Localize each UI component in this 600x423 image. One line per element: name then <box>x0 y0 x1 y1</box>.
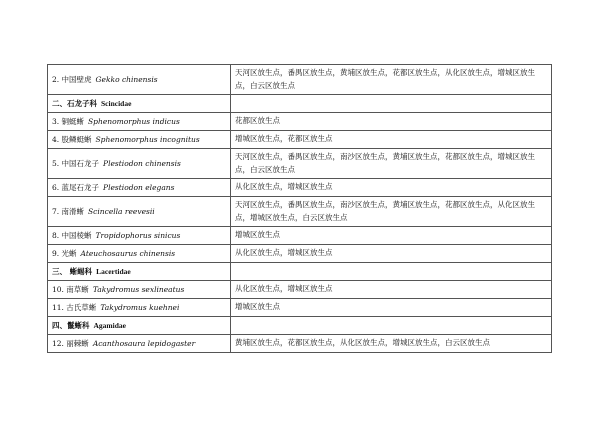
species-row <box>48 281 552 299</box>
family-name-cn: 二、石龙子科 <box>52 99 97 108</box>
species-name-cell <box>48 149 231 179</box>
species-name-cell <box>48 245 231 263</box>
species-name-cn: 10. 南草蜥 <box>52 285 89 294</box>
species-name-cn: 6. 蓝尾石龙子 <box>52 183 100 192</box>
species-row <box>48 299 552 317</box>
species-row <box>48 197 552 227</box>
species-name-cell <box>48 299 231 317</box>
species-row <box>48 179 552 197</box>
species-row <box>48 113 552 131</box>
release-sites-cell: 增城区放生点 <box>231 299 552 317</box>
species-name-cn: 7. 南滑蜥 <box>52 207 85 216</box>
release-sites-cell: 增城区放生点 <box>231 227 552 245</box>
species-row <box>48 149 552 179</box>
release-sites-cell <box>231 263 552 281</box>
family-name-latin: Scincidae <box>101 99 132 108</box>
family-name-latin: Lacertidae <box>96 267 131 276</box>
release-sites-cell: 天河区放生点，番禺区放生点，黄埔区放生点，花都区放生点，从化区放生点，增城区放生点，白云区放生点 <box>231 65 552 95</box>
species-name-cn: 5. 中国石龙子 <box>52 159 100 168</box>
species-name-latin: Scincella reevesii <box>88 207 155 216</box>
family-name-cn: 四、鬣蜥科 <box>52 321 90 330</box>
species-name-latin: Tropidophorus sinicus <box>95 231 181 240</box>
species-name-cell <box>48 113 231 131</box>
family-row <box>48 263 552 281</box>
species-name-latin: Plestiodon chinensis <box>103 159 181 168</box>
species-name-cell <box>48 335 231 353</box>
species-name-cell <box>48 131 231 149</box>
species-name-cn: 9. 光蜥 <box>52 249 77 258</box>
species-name-cell <box>48 227 231 245</box>
species-name-cn: 12. 丽棘蜥 <box>52 339 89 348</box>
species-name-latin: Takydromus sexlineatus <box>92 285 185 294</box>
release-sites-cell: 从化区放生点，增城区放生点 <box>231 179 552 197</box>
species-name-latin: Gekko chinensis <box>95 75 158 84</box>
species-name-cell <box>48 263 231 281</box>
family-name-latin: Agamidae <box>93 321 126 330</box>
species-name-cn: 8. 中国棱蜥 <box>52 231 92 240</box>
release-sites-cell: 天河区放生点，番禺区放生点，南沙区放生点，黄埔区放生点，花都区放生点，增城区放生点，白云区放生点 <box>231 149 552 179</box>
species-name-latin: Acanthosaura lepidogaster <box>92 339 196 348</box>
species-name-cn: 2. 中国壁虎 <box>52 75 92 84</box>
release-sites-cell: 从化区放生点，增城区放生点 <box>231 245 552 263</box>
species-name-cell <box>48 281 231 299</box>
species-row <box>48 65 552 95</box>
species-row <box>48 131 552 149</box>
species-name-cn: 4. 股鳞蜓蜥 <box>52 135 92 144</box>
release-sites-cell: 从化区放生点，增城区放生点 <box>231 281 552 299</box>
species-name-latin: Plestiodon elegans <box>103 183 175 192</box>
species-name-cell <box>48 95 231 113</box>
release-sites-cell <box>231 95 552 113</box>
species-table-body <box>48 65 552 353</box>
species-name-latin: Sphenomorphus incognitus <box>95 135 200 144</box>
release-sites-cell: 增城区放生点，花都区放生点 <box>231 131 552 149</box>
species-table <box>47 64 552 353</box>
species-name-cell <box>48 65 231 95</box>
family-row <box>48 317 552 335</box>
species-row <box>48 245 552 263</box>
species-name-latin: Takydromus kuehnei <box>100 303 180 312</box>
species-row <box>48 335 552 353</box>
species-name-latin: Sphenomorphus indicus <box>88 117 180 126</box>
species-name-cell <box>48 317 231 335</box>
release-sites-cell: 天河区放生点，番禺区放生点，南沙区放生点，黄埔区放生点，花都区放生点，从化区放生点，增城区放生点，白云区放生点 <box>231 197 552 227</box>
species-name-cell <box>48 179 231 197</box>
species-name-latin: Ateuchosaurus chinensis <box>80 249 176 258</box>
release-sites-cell: 黄埔区放生点，花都区放生点，从化区放生点，增城区放生点，白云区放生点 <box>231 335 552 353</box>
species-name-cn: 11. 古氏草蜥 <box>52 303 97 312</box>
family-name-cn: 三、 蜥蜴科 <box>52 267 93 276</box>
species-name-cn: 3. 铜蜓蜥 <box>52 117 85 126</box>
release-sites-cell: 花都区放生点 <box>231 113 552 131</box>
species-name-cell <box>48 197 231 227</box>
family-row <box>48 95 552 113</box>
release-sites-cell <box>231 317 552 335</box>
species-row <box>48 227 552 245</box>
